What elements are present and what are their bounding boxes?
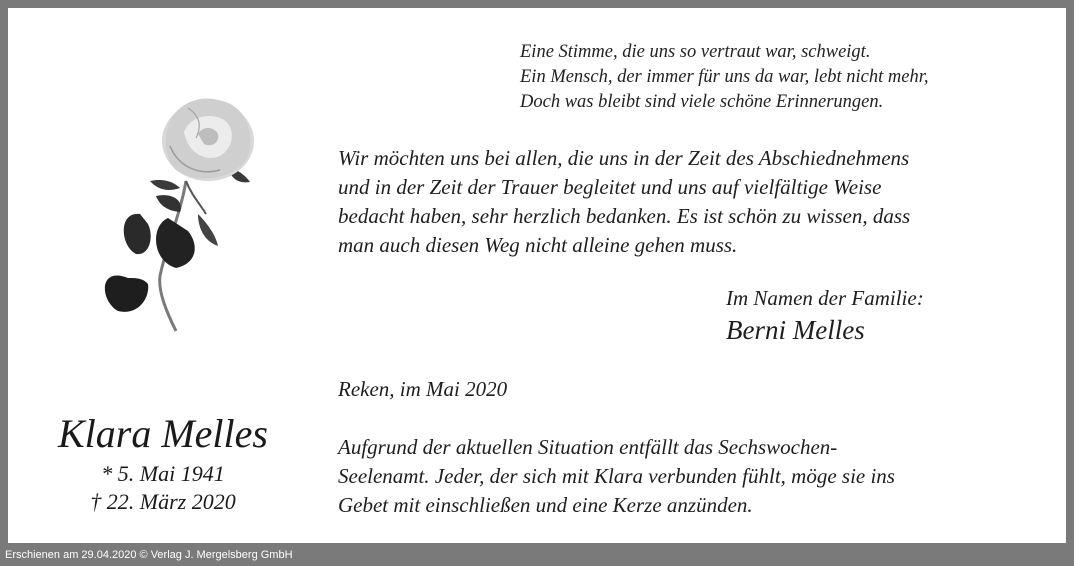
thanks-line: Wir möchten uns bei allen, die uns in der Zeit des Abschiednehmens [338,146,910,170]
poem-line: Doch was bleibt sind viele schöne Erinnerungen. [520,92,884,112]
notice-paragraph [338,433,1038,520]
notice-line: Seelenamt. Jeder, der sich mit Klara verbunden fühlt, möge sie ins [338,464,895,488]
death-date: † 22. März 2020 [90,489,236,514]
notice-line: Aufgrund der aktuellen Situation entfällt das Sechswochen- [338,435,838,459]
signature-name: Berni Melles [726,315,865,345]
thanks-paragraph [338,144,1038,260]
thanks-line: und in der Zeit der Trauer begleitet und uns auf vielfältige Weise [338,175,882,199]
notice-line: Gebet mit einschließen und eine Kerze anzünden. [338,493,753,517]
obituary-card [8,8,1066,543]
place-date: Reken, im Mai 2020 [338,377,508,401]
poem-line: Ein Mensch, der immer für uns da war, lebt nicht mehr, [520,67,929,87]
deceased-name: Klara Melles [58,411,268,456]
rose-icon [88,86,268,336]
thanks-line: man auch diesen Weg nicht alleine gehen muss. [338,233,738,257]
thanks-line: bedacht haben, sehr herzlich bedanken. Es ist schön zu wissen, dass [338,204,911,228]
publication-footer: Erschienen am 29.04.2020 © Verlag J. Mergelsberg GmbH [5,549,293,561]
birth-date: * 5. Mai 1941 [101,461,225,486]
signature-intro: Im Namen der Familie: [726,286,924,310]
poem [520,40,929,115]
poem-line: Eine Stimme, die uns so vertraut war, schweigt. [520,42,871,62]
